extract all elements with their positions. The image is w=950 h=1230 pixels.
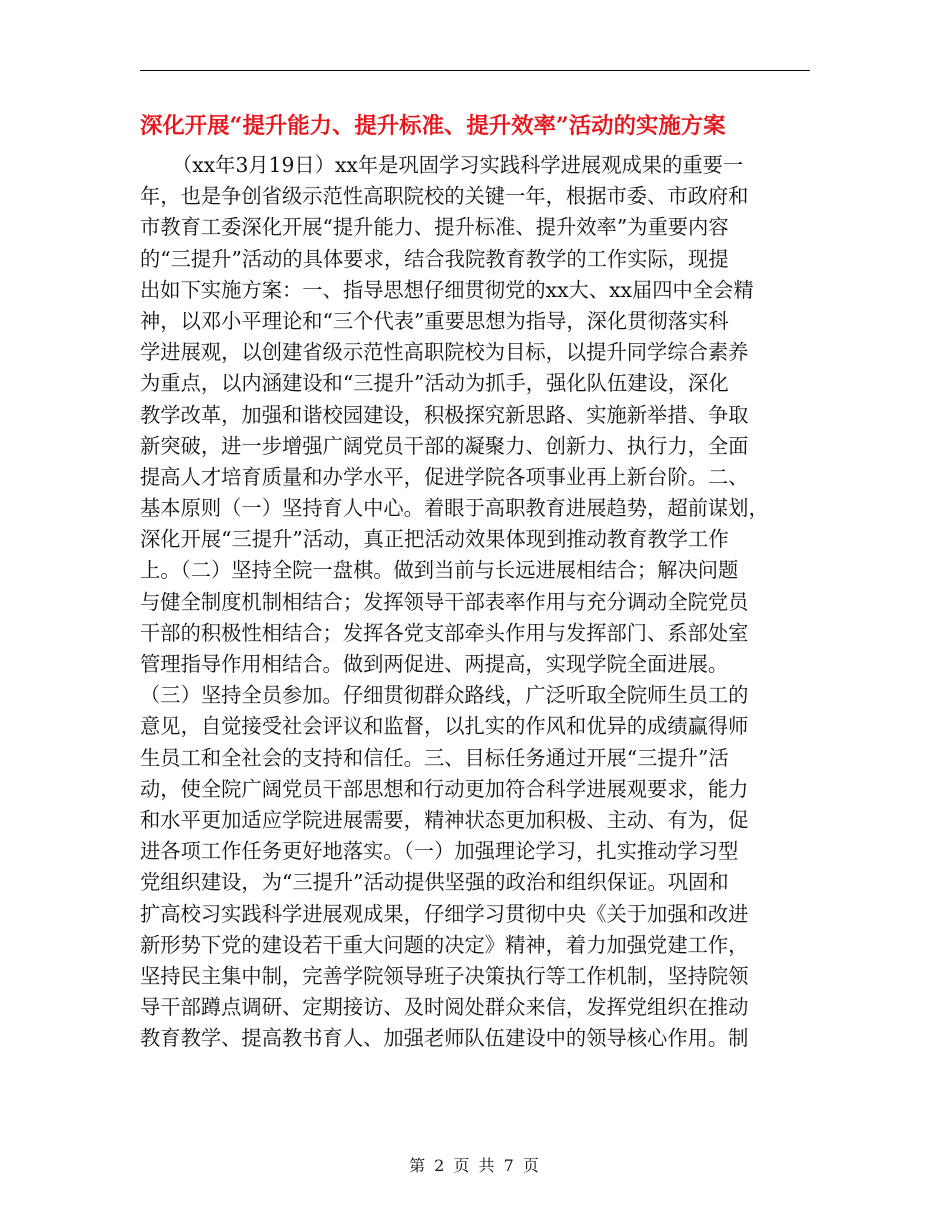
body-line: 为重点，以内涵建设和“三提升”活动为抓手，强化队伍建设，深化 [140, 371, 729, 396]
body-line: 管理指导作用相结合。做到两促进、两提高，实现学院全面进展。 [140, 652, 729, 676]
body-line: 基本原则（一）坚持育人中心。着眼于高职教育进展趋势，超前谋划， [140, 496, 769, 521]
body-line: 党组织建设，为“三提升”活动提供坚强的政治和组织保证。巩固和 [140, 870, 729, 895]
body-line: 意见，自觉接受社会评议和监督，以扎实的作风和优异的成绩赢得师 [140, 714, 749, 739]
body-line: 提高人才培育质量和办学水平，促进学院各项事业再上新台阶。二、 [140, 464, 749, 489]
body-line: 市教育工委深化开展“提升能力、提升标准、提升效率”为重要内容 [140, 215, 729, 240]
body-line: 深化开展“三提升”活动，真正把活动效果体现到推动教育教学工作 [140, 527, 729, 552]
body-line: 出如下实施方案：一、指导思想仔细贯彻党的xx大、xx届四中全会精 [140, 277, 754, 302]
body-line: （三）坚持全员参加。仔细贯彻群众路线，广泛听取全院师生员工的 [140, 683, 749, 708]
body-line: 教育教学、提高教书育人、加强老师队伍建设中的领导核心作用。制 [140, 1026, 749, 1051]
body-line: 与健全制度机制相结合；发挥领导干部表率作用与充分调动全院党员 [140, 589, 749, 614]
body-line: 新突破，进一步增强广阔党员干部的凝聚力、创新力、执行力，全面 [140, 433, 749, 458]
body-line: 新形势下党的建设若干重大问题的决定》精神，着力加强党建工作， [140, 932, 749, 957]
document-title: 深化开展“提升能力、提升标准、提升效率”活动的实施方案 [140, 113, 726, 139]
body-line: 学进展观，以创建省级示范性高职院校为目标，以提升同学综合素养 [140, 340, 749, 365]
body-line: 年，也是争创省级示范性高职院校的关键一年，根据市委、市政府和 [140, 184, 749, 209]
body-line: （xx年3月19日）xx年是巩固学习实践科学进展观成果的重要一 [172, 153, 744, 177]
page-number-footer: 第 2 页 共 7 页 [409, 1156, 541, 1175]
body-line: 进各项工作任务更好地落实。（一）加强理论学习，扎实推动学习型 [140, 839, 739, 864]
body-line: 教学改革，加强和谐校园建设，积极探究新思路、实施新举措、争取 [140, 402, 749, 427]
body-line: 动，使全院广阔党员干部思想和行动更加符合科学进展观要求，能力 [140, 776, 749, 801]
body-line: 干部的积极性相结合；发挥各党支部牵头作用与发挥部门、系部处室 [140, 620, 749, 645]
body-line: 上。（二）坚持全院一盘棋。做到当前与长远进展相结合；解决问题 [140, 558, 739, 583]
body-line: 坚持民主集中制，完善学院领导班子决策执行等工作机制，坚持院领 [140, 963, 749, 988]
body-line: 导干部蹲点调研、定期接访、及时阅处群众来信，发挥党组织在推动 [140, 995, 749, 1020]
body-line: 神，以邓小平理论和“三个代表”重要思想为指导，深化贯彻落实科 [140, 308, 729, 333]
body-line: 生员工和全社会的支持和信任。三、目标任务通过开展“三提升”活 [140, 745, 729, 770]
body-line: 的“三提升”活动的具体要求，结合我院教育教学的工作实际，现提 [140, 246, 729, 271]
body-line: 扩高校习实践科学进展观成果，仔细学习贯彻中央《关于加强和改进 [140, 901, 749, 926]
body-line: 和水平更加适应学院进展需要，精神状态更加积极、主动、有为，促 [140, 807, 749, 832]
document-body [140, 150, 830, 1054]
header-rule [140, 70, 810, 71]
